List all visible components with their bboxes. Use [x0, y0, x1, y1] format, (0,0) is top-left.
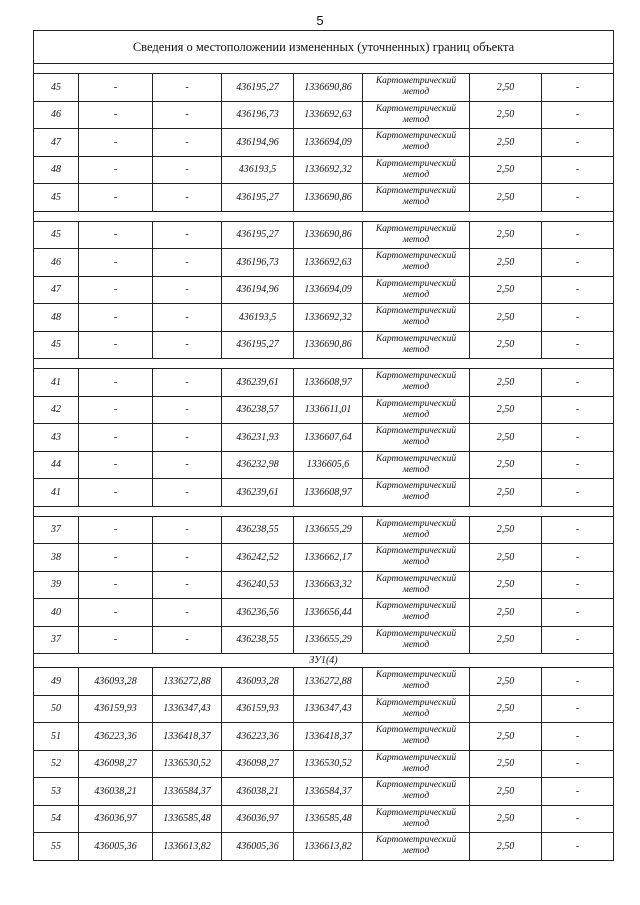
table-cell: 1336584,37: [153, 778, 222, 806]
table-cell: 436159,93: [79, 695, 153, 723]
table-cell: -: [153, 396, 222, 424]
table-cell: 1336608,97: [294, 369, 363, 397]
table-cell: 40: [34, 599, 79, 627]
table-cell: 436195,27: [222, 331, 294, 359]
table-cell: 436005,36: [222, 833, 294, 861]
table-cell: -: [153, 304, 222, 332]
table-cell: -: [153, 599, 222, 627]
table-cell: -: [79, 424, 153, 452]
table-cell: 2,50: [470, 778, 542, 806]
table-cell: -: [153, 479, 222, 507]
table-cell: 1336418,37: [153, 723, 222, 751]
table-cell: -: [542, 129, 614, 157]
table-cell: Картометрический метод: [363, 101, 470, 129]
table-cell: 436098,27: [79, 750, 153, 778]
table-cell: 1336694,09: [294, 276, 363, 304]
table-row: [34, 304, 614, 332]
table-cell: -: [153, 544, 222, 572]
table-cell: 1336418,37: [294, 723, 363, 751]
table-cell: -: [542, 723, 614, 751]
table-cell: Картометрический метод: [363, 626, 470, 654]
table-row: [34, 156, 614, 184]
table-cell: 1336692,63: [294, 101, 363, 129]
table-cell: 2,50: [470, 544, 542, 572]
table-cell: Картометрический метод: [363, 451, 470, 479]
table-cell: 2,50: [470, 424, 542, 452]
table-cell: -: [542, 451, 614, 479]
table-cell: -: [153, 571, 222, 599]
table-cell: 1336655,29: [294, 626, 363, 654]
table-cell: 1336692,32: [294, 156, 363, 184]
table-row: [34, 544, 614, 572]
table-cell: -: [153, 184, 222, 212]
separator-row: [34, 506, 614, 516]
table-cell: -: [79, 129, 153, 157]
table-cell: 436239,61: [222, 479, 294, 507]
table-cell: 2,50: [470, 668, 542, 696]
table-cell: Картометрический метод: [363, 184, 470, 212]
table-cell: 2,50: [470, 805, 542, 833]
table-cell: Картометрический метод: [363, 571, 470, 599]
separator-cell: [34, 506, 614, 516]
table-row: [34, 424, 614, 452]
table-cell: -: [542, 369, 614, 397]
table-cell: 1336690,86: [294, 221, 363, 249]
table-row: [34, 74, 614, 102]
table-cell: -: [79, 544, 153, 572]
table-cell: -: [79, 276, 153, 304]
table-cell: 2,50: [470, 156, 542, 184]
table-cell: Картометрический метод: [363, 304, 470, 332]
table-cell: 436159,93: [222, 695, 294, 723]
table-cell: 2,50: [470, 723, 542, 751]
section-header-row: [34, 654, 614, 668]
table-cell: 1336530,52: [294, 750, 363, 778]
table-cell: 1336584,37: [294, 778, 363, 806]
table-cell: 436236,56: [222, 599, 294, 627]
table-cell: 2,50: [470, 331, 542, 359]
table-cell: 436232,98: [222, 451, 294, 479]
table-cell: -: [153, 516, 222, 544]
table-cell: 436223,36: [79, 723, 153, 751]
table-cell: -: [79, 599, 153, 627]
table-cell: 2,50: [470, 249, 542, 277]
table-cell: 1336585,48: [153, 805, 222, 833]
table-cell: 2,50: [470, 516, 542, 544]
table-cell: -: [79, 479, 153, 507]
table-cell: -: [79, 74, 153, 102]
table-cell: 1336530,52: [153, 750, 222, 778]
table-row: [34, 833, 614, 861]
table-cell: Картометрический метод: [363, 599, 470, 627]
table-cell: 47: [34, 129, 79, 157]
table-cell: -: [153, 451, 222, 479]
table-cell: 2,50: [470, 129, 542, 157]
table-cell: 42: [34, 396, 79, 424]
table-cell: Картометрический метод: [363, 778, 470, 806]
table-row: [34, 668, 614, 696]
table-cell: -: [153, 424, 222, 452]
table-row: [34, 221, 614, 249]
table-cell: -: [79, 249, 153, 277]
table-cell: -: [542, 695, 614, 723]
table-cell: -: [542, 516, 614, 544]
table-cell: -: [542, 101, 614, 129]
section-label: ЗУ1(4): [34, 654, 614, 668]
table-cell: -: [79, 221, 153, 249]
table-cell: 2,50: [470, 304, 542, 332]
table-cell: 46: [34, 101, 79, 129]
table-cell: 2,50: [470, 369, 542, 397]
table-cell: 46: [34, 249, 79, 277]
table-cell: 436098,27: [222, 750, 294, 778]
table-cell: 436193,5: [222, 156, 294, 184]
table-cell: 2,50: [470, 184, 542, 212]
table-row: [34, 750, 614, 778]
table-cell: -: [153, 626, 222, 654]
table-row: [34, 626, 614, 654]
table-cell: -: [79, 184, 153, 212]
table-cell: 436194,96: [222, 276, 294, 304]
table-cell: -: [542, 750, 614, 778]
table-row: [34, 331, 614, 359]
table-cell: 50: [34, 695, 79, 723]
separator-cell: [34, 359, 614, 369]
table-cell: 436240,53: [222, 571, 294, 599]
table-cell: 1336690,86: [294, 74, 363, 102]
table-cell: 436093,28: [222, 668, 294, 696]
table-cell: -: [542, 833, 614, 861]
table-cell: 39: [34, 571, 79, 599]
table-cell: 1336662,17: [294, 544, 363, 572]
table-cell: 436239,61: [222, 369, 294, 397]
separator-row: [34, 211, 614, 221]
table-cell: 1336655,29: [294, 516, 363, 544]
table-cell: 436005,36: [79, 833, 153, 861]
table-cell: -: [153, 156, 222, 184]
table-cell: Картометрический метод: [363, 221, 470, 249]
table-row: [34, 396, 614, 424]
table-cell: -: [79, 331, 153, 359]
table-cell: 1336613,82: [294, 833, 363, 861]
table-cell: -: [542, 184, 614, 212]
table-cell: 47: [34, 276, 79, 304]
table-cell: 37: [34, 516, 79, 544]
table-cell: 48: [34, 156, 79, 184]
table-cell: 1336656,44: [294, 599, 363, 627]
table-cell: 2,50: [470, 626, 542, 654]
table-cell: -: [153, 74, 222, 102]
table-cell: Картометрический метод: [363, 156, 470, 184]
table-cell: 1336611,01: [294, 396, 363, 424]
table-cell: -: [542, 331, 614, 359]
table-cell: -: [153, 276, 222, 304]
table-cell: 1336690,86: [294, 184, 363, 212]
table-cell: 436231,93: [222, 424, 294, 452]
table-cell: 1336613,82: [153, 833, 222, 861]
table-cell: -: [153, 369, 222, 397]
table-row: [34, 571, 614, 599]
table-row: [34, 516, 614, 544]
table-cell: Картометрический метод: [363, 249, 470, 277]
table-cell: -: [542, 668, 614, 696]
table-cell: -: [542, 571, 614, 599]
table-cell: 41: [34, 369, 79, 397]
table-cell: 1336608,97: [294, 479, 363, 507]
table-cell: 54: [34, 805, 79, 833]
table-title-row: [34, 31, 614, 64]
table-row: [34, 599, 614, 627]
table-cell: 2,50: [470, 276, 542, 304]
table-row: [34, 695, 614, 723]
table-cell: -: [79, 101, 153, 129]
table-cell: 436038,21: [222, 778, 294, 806]
table-cell: -: [153, 129, 222, 157]
table-cell: 436093,28: [79, 668, 153, 696]
table-cell: 45: [34, 331, 79, 359]
table-cell: 436193,5: [222, 304, 294, 332]
table-cell: 2,50: [470, 396, 542, 424]
table-cell: 45: [34, 221, 79, 249]
table-cell: -: [542, 805, 614, 833]
table-cell: Картометрический метод: [363, 833, 470, 861]
table-cell: Картометрический метод: [363, 276, 470, 304]
table-cell: -: [79, 571, 153, 599]
table-cell: 45: [34, 184, 79, 212]
page-number: 5: [316, 13, 324, 28]
table-cell: -: [79, 304, 153, 332]
table-cell: 1336694,09: [294, 129, 363, 157]
table-cell: Картометрический метод: [363, 544, 470, 572]
table-cell: 436036,97: [79, 805, 153, 833]
table-cell: 1336692,63: [294, 249, 363, 277]
table-cell: 1336585,48: [294, 805, 363, 833]
table-cell: 43: [34, 424, 79, 452]
table-cell: 45: [34, 74, 79, 102]
table-cell: 436196,73: [222, 101, 294, 129]
table-cell: -: [542, 276, 614, 304]
table-cell: 1336272,88: [294, 668, 363, 696]
table-cell: Картометрический метод: [363, 74, 470, 102]
table-cell: 436238,57: [222, 396, 294, 424]
table-cell: -: [79, 396, 153, 424]
table-cell: 436238,55: [222, 516, 294, 544]
table-cell: Картометрический метод: [363, 424, 470, 452]
table-cell: -: [542, 221, 614, 249]
table-cell: 49: [34, 668, 79, 696]
table-cell: 55: [34, 833, 79, 861]
separator-row: [34, 64, 614, 74]
table-row: [34, 276, 614, 304]
table-cell: -: [153, 249, 222, 277]
table-cell: 2,50: [470, 695, 542, 723]
table-cell: -: [153, 331, 222, 359]
table-cell: -: [542, 249, 614, 277]
table-cell: 2,50: [470, 750, 542, 778]
table-cell: 37: [34, 626, 79, 654]
table-cell: -: [542, 778, 614, 806]
table-cell: Картометрический метод: [363, 516, 470, 544]
separator-row: [34, 359, 614, 369]
table-cell: -: [79, 516, 153, 544]
table-cell: 48: [34, 304, 79, 332]
table-cell: 2,50: [470, 74, 542, 102]
table-cell: -: [542, 479, 614, 507]
table-cell: 436036,97: [222, 805, 294, 833]
table-cell: Картометрический метод: [363, 750, 470, 778]
table-cell: 436195,27: [222, 184, 294, 212]
table-cell: 2,50: [470, 101, 542, 129]
table-cell: 2,50: [470, 571, 542, 599]
table-row: [34, 778, 614, 806]
table-cell: Картометрический метод: [363, 695, 470, 723]
table-cell: 1336272,88: [153, 668, 222, 696]
table-row: [34, 369, 614, 397]
table-cell: 38: [34, 544, 79, 572]
table-cell: 2,50: [470, 599, 542, 627]
separator-cell: [34, 211, 614, 221]
table-cell: 436195,27: [222, 221, 294, 249]
table-cell: 436194,96: [222, 129, 294, 157]
table-cell: -: [542, 74, 614, 102]
table-row: [34, 723, 614, 751]
table-row: [34, 805, 614, 833]
table-row: [34, 184, 614, 212]
table-cell: 1336692,32: [294, 304, 363, 332]
table-cell: Картометрический метод: [363, 129, 470, 157]
table-cell: -: [542, 544, 614, 572]
table-cell: 44: [34, 451, 79, 479]
table-cell: -: [79, 369, 153, 397]
separator-cell: [34, 64, 614, 74]
table-row: [34, 479, 614, 507]
table-cell: -: [79, 451, 153, 479]
table-cell: Картометрический метод: [363, 723, 470, 751]
table-cell: Картометрический метод: [363, 805, 470, 833]
table-cell: 436038,21: [79, 778, 153, 806]
table-cell: -: [542, 156, 614, 184]
table-cell: 436223,36: [222, 723, 294, 751]
table-row: [34, 101, 614, 129]
table-row: [34, 249, 614, 277]
table-cell: -: [542, 424, 614, 452]
table-cell: -: [542, 396, 614, 424]
table-cell: 2,50: [470, 833, 542, 861]
table-cell: 1336605,6: [294, 451, 363, 479]
table-cell: -: [79, 156, 153, 184]
table-cell: -: [542, 599, 614, 627]
table-cell: 51: [34, 723, 79, 751]
table-title: Сведения о местоположении измененных (уточненных) границ объекта: [34, 31, 614, 64]
table-cell: 2,50: [470, 221, 542, 249]
table-cell: 41: [34, 479, 79, 507]
table-cell: 2,50: [470, 451, 542, 479]
table-cell: 1336663,32: [294, 571, 363, 599]
table-cell: 436238,55: [222, 626, 294, 654]
table-cell: 1336347,43: [153, 695, 222, 723]
table-cell: 53: [34, 778, 79, 806]
table-cell: Картометрический метод: [363, 668, 470, 696]
table-cell: Картометрический метод: [363, 396, 470, 424]
table-cell: 52: [34, 750, 79, 778]
table-cell: -: [542, 304, 614, 332]
table-row: [34, 129, 614, 157]
table-cell: Картометрический метод: [363, 369, 470, 397]
table-cell: -: [153, 221, 222, 249]
table-cell: 436196,73: [222, 249, 294, 277]
table-cell: 2,50: [470, 479, 542, 507]
table-cell: -: [79, 626, 153, 654]
table-cell: 1336347,43: [294, 695, 363, 723]
table-row: [34, 451, 614, 479]
table-cell: Картометрический метод: [363, 331, 470, 359]
table-cell: 436195,27: [222, 74, 294, 102]
table-cell: 1336690,86: [294, 331, 363, 359]
table-cell: -: [542, 626, 614, 654]
table-cell: Картометрический метод: [363, 479, 470, 507]
table-cell: 1336607,64: [294, 424, 363, 452]
table-cell: 436242,52: [222, 544, 294, 572]
boundary-table: [33, 30, 614, 861]
table-cell: -: [153, 101, 222, 129]
